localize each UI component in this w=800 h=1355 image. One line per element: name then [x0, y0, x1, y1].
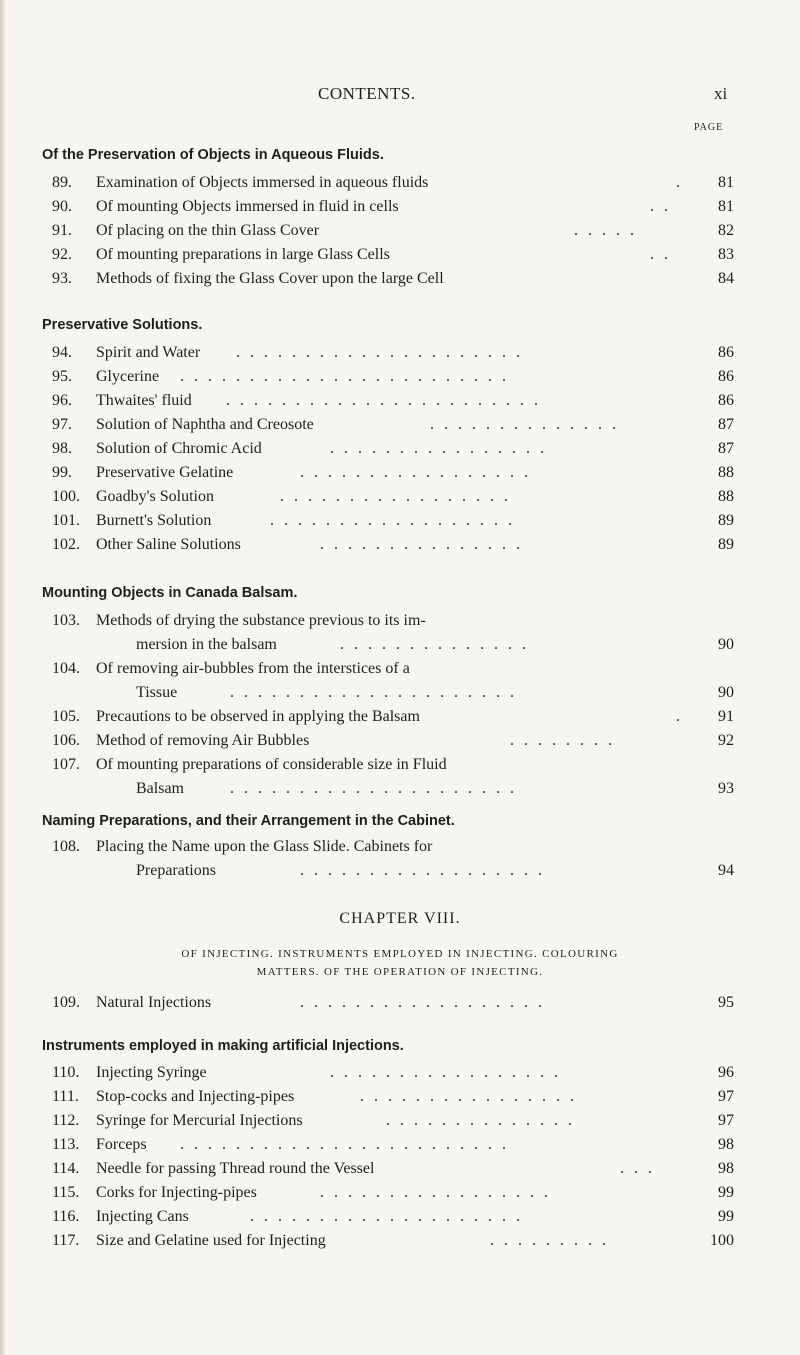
toc-entry — [0, 756, 800, 778]
entry-page: 82 — [718, 222, 734, 239]
entry-number: 115. — [52, 1184, 80, 1201]
leader-dots: ................. — [320, 1184, 558, 1201]
leader-dots: ....................... — [226, 392, 548, 409]
entry-number: 112. — [52, 1112, 80, 1129]
running-head-title: CONTENTS. — [318, 84, 416, 103]
toc-entry — [0, 838, 800, 860]
entry-page: 100 — [710, 1232, 734, 1249]
entry-title: Methods of drying the substance previous to its im- — [96, 612, 426, 629]
section-heading: Naming Preparations, and their Arrangement in the Cabinet. — [42, 813, 455, 829]
leader-dots: ........ — [510, 732, 622, 749]
toc-entry — [0, 1160, 800, 1182]
leader-dots: ........................ — [180, 1136, 516, 1153]
entry-number: 101. — [52, 512, 80, 529]
entry-title: Glycerine — [96, 368, 160, 385]
entry-page: 96 — [718, 1064, 734, 1081]
entry-number: 110. — [52, 1064, 80, 1081]
entry-number: 97. — [52, 416, 72, 433]
toc-entry — [0, 1088, 800, 1110]
entry-number: 93. — [52, 270, 72, 287]
page-column-label: PAGE — [694, 122, 724, 133]
entry-page: 86 — [718, 392, 734, 409]
entry-number: 103. — [52, 612, 80, 629]
toc-entry — [0, 1208, 800, 1230]
entry-title: Burnett's Solution — [96, 512, 212, 529]
chapter-subtitle-line1: OF INJECTING. INSTRUMENTS EMPLOYED IN INJECTING. COLOURING — [181, 948, 619, 960]
leader-dots: ................. — [330, 1064, 568, 1081]
entry-title: Needle for passing Thread round the Vessel — [96, 1160, 375, 1177]
leader-dots: .................. — [300, 862, 552, 879]
entry-number: 92. — [52, 246, 72, 263]
toc-entry — [0, 1232, 800, 1254]
entry-number: 116. — [52, 1208, 80, 1225]
leader-dots: .................. — [270, 512, 522, 529]
leader-dots: .................... — [250, 1208, 530, 1225]
entry-title: Stop-cocks and Injecting-pipes — [96, 1088, 295, 1105]
toc-entry — [0, 612, 800, 634]
entry-title: Of mounting Objects immersed in fluid in cells — [96, 198, 399, 215]
toc-entry — [0, 732, 800, 754]
entry-number: 102. — [52, 536, 80, 553]
entry-title: Forceps — [96, 1136, 147, 1153]
leader-dots: .. — [650, 246, 678, 263]
entry-number: 99. — [52, 464, 72, 481]
leader-dots: ... — [620, 1160, 662, 1177]
leader-dots: . — [676, 174, 690, 191]
entry-page: 99 — [718, 1208, 734, 1225]
entry-page: 87 — [718, 416, 734, 433]
entry-page: 97 — [718, 1088, 734, 1105]
entry-page: 99 — [718, 1184, 734, 1201]
toc-entry — [0, 440, 800, 462]
toc-entry — [0, 222, 800, 244]
entry-title: Thwaites' fluid — [96, 392, 192, 409]
leader-dots: ................ — [330, 440, 554, 457]
entry-title: Method of removing Air Bubbles — [96, 732, 310, 749]
entry-number: 106. — [52, 732, 80, 749]
chapter-title: CHAPTER VIII. — [339, 910, 461, 927]
leader-dots: ................. — [300, 464, 538, 481]
entry-title: Preservative Gelatine — [96, 464, 234, 481]
entry-title: Examination of Objects immersed in aqueous fluids — [96, 174, 429, 191]
entry-title: Precautions to be observed in applying the Balsam — [96, 708, 420, 725]
toc-entry — [0, 416, 800, 438]
entry-page: 98 — [718, 1160, 734, 1177]
entry-page: 88 — [718, 464, 734, 481]
leader-dots: .............. — [386, 1112, 582, 1129]
leader-dots: ................ — [360, 1088, 584, 1105]
leader-dots: ..................... — [230, 684, 524, 701]
entry-title: Spirit and Water — [96, 344, 201, 361]
entry-page: 89 — [718, 512, 734, 529]
entry-number: 104. — [52, 660, 80, 677]
leader-dots: ..... — [574, 222, 644, 239]
entry-page: 95 — [718, 994, 734, 1011]
leader-dots: ......... — [490, 1232, 616, 1249]
entry-title: Solution of Chromic Acid — [96, 440, 262, 457]
entry-title: Methods of fixing the Glass Cover upon the large Cell — [96, 270, 444, 287]
toc-entry — [0, 270, 800, 292]
entry-title: Syringe for Mercurial Injections — [96, 1112, 303, 1129]
entry-title: Of removing air-bubbles from the interstices of a — [96, 660, 410, 677]
entry-title: Of placing on the thin Glass Cover — [96, 222, 320, 239]
toc-entry — [0, 512, 800, 534]
entry-title: Natural Injections — [96, 994, 212, 1011]
toc-entry — [0, 174, 800, 196]
entry-page: 98 — [718, 1136, 734, 1153]
entry-page: 89 — [718, 536, 734, 553]
toc-entry — [0, 536, 800, 558]
leader-dots: .............. — [430, 416, 626, 433]
leader-dots: ............... — [320, 536, 530, 553]
entry-number: 89. — [52, 174, 72, 191]
section-heading: Mounting Objects in Canada Balsam. — [42, 585, 298, 601]
toc-entry — [0, 488, 800, 510]
entry-page: 92 — [718, 732, 734, 749]
entry-title: Placing the Name upon the Glass Slide. Cabinets for — [96, 838, 433, 855]
entry-title: Injecting Cans — [96, 1208, 189, 1225]
toc-entry-continuation — [0, 862, 800, 884]
entry-title: Solution of Naphtha and Creosote — [96, 416, 314, 433]
entry-title: Injecting Syringe — [96, 1064, 207, 1081]
toc-entry — [0, 1112, 800, 1134]
toc-entry-continuation — [0, 636, 800, 658]
toc-entry — [0, 392, 800, 414]
entry-title: Goadby's Solution — [96, 488, 214, 505]
entry-page: 86 — [718, 344, 734, 361]
entry-title-continued: Tissue — [136, 684, 178, 701]
entry-number: 107. — [52, 756, 80, 773]
entry-page: 83 — [718, 246, 734, 263]
toc-entry — [0, 198, 800, 220]
entry-title: Other Saline Solutions — [96, 536, 241, 553]
entry-number: 113. — [52, 1136, 80, 1153]
section-heading: Instruments employed in making artificial Injections. — [42, 1038, 404, 1054]
leader-dots: . — [676, 708, 690, 725]
chapter-subtitle-line2: MATTERS. OF THE OPERATION OF INJECTING. — [256, 966, 544, 978]
entry-page: 90 — [718, 636, 734, 653]
toc-entry — [0, 464, 800, 486]
leader-dots: ..................... — [230, 780, 524, 797]
entry-page: 94 — [718, 862, 734, 879]
toc-entry-continuation — [0, 684, 800, 706]
entry-number: 95. — [52, 368, 72, 385]
entry-title-continued: mersion in the balsam — [136, 636, 277, 653]
leader-dots: ................. — [280, 488, 518, 505]
entry-number: 108. — [52, 838, 80, 855]
toc-entry — [0, 660, 800, 682]
entry-number: 94. — [52, 344, 72, 361]
section-heading: Of the Preservation of Objects in Aqueous Fluids. — [42, 147, 384, 163]
entry-number: 111. — [52, 1088, 79, 1105]
entry-number: 96. — [52, 392, 72, 409]
entry-page: 91 — [718, 708, 734, 725]
running-head — [0, 84, 800, 108]
entry-title: Of mounting preparations in large Glass Cells — [96, 246, 390, 263]
entry-page: 97 — [718, 1112, 734, 1129]
entry-page: 86 — [718, 368, 734, 385]
toc-entry — [0, 708, 800, 730]
entry-number: 91. — [52, 222, 72, 239]
entry-page: 93 — [718, 780, 734, 797]
entry-page: 84 — [718, 270, 734, 287]
toc-entry — [0, 246, 800, 268]
entry-page: 81 — [718, 174, 734, 191]
entry-number: 117. — [52, 1232, 80, 1249]
entry-number: 114. — [52, 1160, 80, 1177]
entry-page: 90 — [718, 684, 734, 701]
entry-number: 98. — [52, 440, 72, 457]
leader-dots: .............. — [340, 636, 536, 653]
toc-entry — [0, 1184, 800, 1206]
leader-dots: ..................... — [236, 344, 530, 361]
leader-dots: .................. — [300, 994, 552, 1011]
leader-dots: .. — [650, 198, 678, 215]
section-heading: Preservative Solutions. — [42, 317, 203, 333]
toc-entry — [0, 344, 800, 366]
entry-number: 90. — [52, 198, 72, 215]
entry-page: 88 — [718, 488, 734, 505]
page-folio: xi — [714, 84, 728, 103]
entry-page: 81 — [718, 198, 734, 215]
entry-number: 100. — [52, 488, 80, 505]
toc-entry — [0, 994, 800, 1016]
entry-title-continued: Preparations — [136, 862, 216, 879]
entry-page: 87 — [718, 440, 734, 457]
entry-number: 105. — [52, 708, 80, 725]
entry-title-continued: Balsam — [136, 780, 184, 797]
entry-title: Corks for Injecting-pipes — [96, 1184, 257, 1201]
entry-number: 109. — [52, 994, 80, 1011]
toc-entry — [0, 1136, 800, 1158]
toc-entry-continuation — [0, 780, 800, 802]
toc-entry — [0, 368, 800, 390]
toc-entry — [0, 1064, 800, 1086]
entry-title: Size and Gelatine used for Injecting — [96, 1232, 326, 1249]
entry-title: Of mounting preparations of considerable size in Fluid — [96, 756, 447, 773]
leader-dots: ........................ — [180, 368, 516, 385]
